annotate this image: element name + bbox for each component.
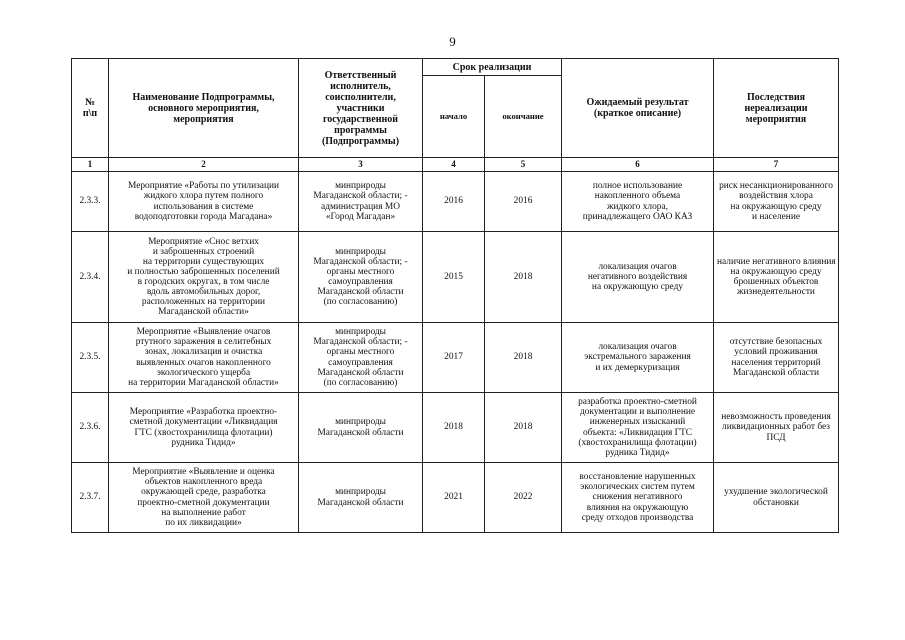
text-line: зонах, локализация и очистка	[144, 347, 263, 358]
text-line: Мероприятие «Выявление и оценка	[132, 467, 275, 478]
text-line: окружающей среде, разработка	[141, 487, 266, 498]
row-code: 2.3.4.	[72, 232, 109, 323]
row-result	[562, 463, 714, 533]
row-responsible	[299, 393, 423, 463]
column-number: 3	[299, 158, 423, 172]
text-line: органы местного	[326, 266, 395, 277]
column-number: 6	[562, 158, 714, 172]
text-line: по их ликвидации»	[165, 517, 242, 528]
row-responsible	[299, 172, 423, 232]
header-start: начало	[423, 76, 485, 158]
text-line: вдоль автомобильных дорог,	[146, 287, 261, 298]
row-consequence	[714, 172, 839, 232]
text-line: (хвостохранилища флотации)	[578, 437, 697, 448]
table-row	[72, 393, 839, 463]
row-responsible	[299, 232, 423, 323]
column-number: 7	[714, 158, 839, 172]
text-line: выявленных очагов накопленного	[136, 357, 271, 368]
row-result	[562, 323, 714, 393]
text-line: расположенных на территории	[141, 297, 266, 308]
row-start-year: 2017	[423, 323, 485, 393]
row-end-year: 2018	[485, 393, 562, 463]
text-line: ПСД	[766, 432, 786, 443]
header-no	[72, 59, 109, 158]
text-line: рудника Тидид»	[171, 437, 236, 448]
row-name	[109, 463, 299, 533]
text-line: риск несанкционированного	[719, 181, 833, 192]
text-line: Магаданской области; -	[313, 337, 408, 348]
text-line: программы	[334, 124, 387, 136]
text-line: разработка проектно-сметной	[578, 397, 697, 408]
text-line: органы местного	[326, 347, 395, 358]
row-start-year: 2016	[423, 172, 485, 232]
text-line: Магаданской области	[317, 427, 404, 438]
text-line: экологического ущерба	[156, 367, 251, 378]
row-result	[562, 172, 714, 232]
text-line: минприроды	[335, 246, 386, 257]
row-name	[109, 232, 299, 323]
text-line: влияния на окружающую	[586, 502, 689, 513]
text-line: Ожидаемый результат	[586, 97, 689, 108]
text-line: в городских округах, в том числе	[137, 277, 270, 287]
text-line: полное использование	[592, 181, 683, 192]
text-line: (по согласованию)	[323, 377, 398, 388]
text-line: Магаданской области	[732, 367, 820, 378]
text-line: ухудшение экологической	[724, 487, 828, 498]
text-line: среду отходов производства	[581, 512, 694, 523]
text-line: Мероприятие «Выявление очагов	[136, 327, 271, 338]
text-line: и полностью заброшенных поселений	[127, 266, 280, 277]
column-numbers-row	[72, 158, 839, 172]
row-consequence	[714, 393, 839, 463]
text-line: Мероприятие «Разработка проектно-	[129, 407, 278, 418]
text-line: инженерных изысканий	[589, 417, 686, 428]
row-end-year: 2016	[485, 172, 562, 232]
row-consequence	[714, 323, 839, 393]
text-line: Магаданской области; -	[313, 256, 408, 267]
text-line: мероприятия	[173, 113, 234, 125]
row-code: 2.3.7.	[72, 463, 109, 533]
header-row-top	[72, 59, 839, 76]
text-line: ГТС (хвостохранилища флотации)	[134, 427, 273, 438]
text-line: водоподготовки города Магадана»	[134, 211, 273, 222]
text-line: Магаданской области; -	[313, 191, 408, 202]
text-line: отсутствие безопасных	[729, 337, 823, 348]
row-name	[109, 393, 299, 463]
header-consequences	[714, 59, 839, 158]
text-line: жизнедеятельности	[737, 287, 815, 298]
row-result	[562, 232, 714, 323]
text-line: и заброшенных строений	[152, 246, 255, 257]
text-line: Последствия	[746, 91, 806, 103]
text-line: самоуправления	[328, 357, 393, 368]
text-line: Магаданской области	[317, 367, 404, 378]
row-start-year: 2018	[423, 393, 485, 463]
text-line: ликвидационных работ без	[722, 422, 830, 433]
text-line: Магаданской области»	[158, 307, 249, 318]
text-line: Ответственный	[324, 69, 397, 81]
text-line: сметной документации «Ликвидация	[129, 417, 278, 428]
column-number: 2	[109, 158, 299, 172]
text-line: на территории Магаданской области»	[128, 377, 279, 388]
text-line: Магаданской области	[317, 287, 404, 298]
text-line: мероприятия	[745, 113, 807, 125]
column-number: 4	[423, 158, 485, 172]
text-line: (по согласованию)	[323, 297, 398, 308]
text-line: минприроды	[335, 417, 386, 428]
table-row	[72, 463, 839, 533]
header-period: Срок реализации	[423, 59, 562, 76]
text-line: восстановление нарушенных	[579, 472, 696, 483]
column-number: 5	[485, 158, 562, 172]
text-line: проектно-сметной документации	[137, 497, 270, 508]
row-end-year: 2018	[485, 232, 562, 323]
text-line: экологических систем путем	[580, 482, 695, 493]
text-line: населения территорий	[731, 357, 821, 368]
text-line: государственной	[322, 113, 399, 125]
text-line: на выполнение работ	[161, 507, 246, 518]
text-line: «Город Магадан»	[325, 211, 396, 222]
text-line: (краткое описание)	[593, 108, 682, 119]
page-number: 9	[449, 34, 456, 49]
text-line: принадлежащего ОАО КАЗ	[582, 211, 693, 222]
text-line: нереализации	[744, 102, 808, 114]
table-row	[72, 323, 839, 393]
text-line: ртутного заражения в селитебных	[135, 337, 272, 348]
row-start-year: 2015	[423, 232, 485, 323]
text-line: п\п	[82, 108, 98, 119]
text-line: объектов накопленного вреда	[144, 477, 263, 488]
text-line: локализация очагов	[598, 342, 677, 353]
row-responsible	[299, 463, 423, 533]
text-line: (Подпрограммы)	[321, 135, 400, 147]
text-line: на окружающую среду	[730, 201, 822, 212]
text-line: объекта: «Ликвидация ГТС	[582, 427, 693, 438]
text-line: на окружающую среду	[730, 266, 822, 277]
text-line: невозможность проведения	[721, 412, 831, 423]
text-line: исполнитель,	[330, 80, 391, 92]
text-line: Мероприятие «Снос ветхих	[148, 236, 259, 247]
text-line: негативного воздействия	[587, 271, 688, 282]
table-row	[72, 172, 839, 232]
text-line: накопленного объема	[594, 191, 681, 202]
row-responsible	[299, 323, 423, 393]
text-line: Мероприятие «Работы по утилизации	[128, 181, 279, 192]
text-line: Наименование Подпрограммы,	[132, 91, 275, 103]
text-line: условий проживания	[734, 347, 818, 358]
text-line: Магаданской области	[317, 497, 404, 508]
text-line: соисполнители,	[325, 91, 396, 103]
row-consequence	[714, 463, 839, 533]
text-line: минприроды	[335, 487, 386, 498]
text-line: администрация МО	[321, 201, 400, 212]
text-line: и население	[751, 211, 800, 222]
text-line: воздействия хлора	[739, 191, 813, 202]
row-name	[109, 323, 299, 393]
row-code: 2.3.6.	[72, 393, 109, 463]
row-code: 2.3.3.	[72, 172, 109, 232]
row-end-year: 2022	[485, 463, 562, 533]
text-line: на окружающую среду	[591, 282, 684, 293]
text-line: основного мероприятия,	[148, 102, 259, 114]
row-result	[562, 393, 714, 463]
text-line: самоуправления	[328, 277, 393, 287]
row-code: 2.3.5.	[72, 323, 109, 393]
text-line: локализация очагов	[598, 261, 677, 272]
text-line: участники	[336, 102, 385, 114]
text-line: экстремального заражения	[584, 352, 691, 363]
header-responsible	[299, 59, 423, 158]
text-line: на территории существующих	[142, 256, 265, 267]
text-line: минприроды	[335, 181, 386, 192]
program-measures-table	[71, 58, 839, 533]
text-line: №	[84, 97, 96, 108]
header-end: окончание	[485, 76, 562, 158]
text-line: и их демеркуризация	[595, 362, 680, 373]
row-name	[109, 172, 299, 232]
row-consequence	[714, 232, 839, 323]
text-line: минприроды	[335, 327, 386, 338]
header-name	[109, 59, 299, 158]
row-start-year: 2021	[423, 463, 485, 533]
text-line: документации и выполнение	[579, 407, 696, 418]
text-line: использования в системе	[153, 201, 254, 212]
text-line: наличие негативного влияния	[717, 256, 836, 267]
text-line: рудника Тидид»	[605, 447, 670, 458]
text-line: брошенных объектов	[733, 277, 819, 287]
header-result	[562, 59, 714, 158]
table-row	[72, 232, 839, 323]
text-line: жидкого хлора путем полного	[143, 191, 264, 202]
row-end-year: 2018	[485, 323, 562, 393]
column-number: 1	[72, 158, 109, 172]
text-line: жидкого хлора,	[607, 201, 668, 212]
text-line: обстановки	[753, 497, 799, 508]
text-line: снижения негативного	[592, 492, 683, 503]
